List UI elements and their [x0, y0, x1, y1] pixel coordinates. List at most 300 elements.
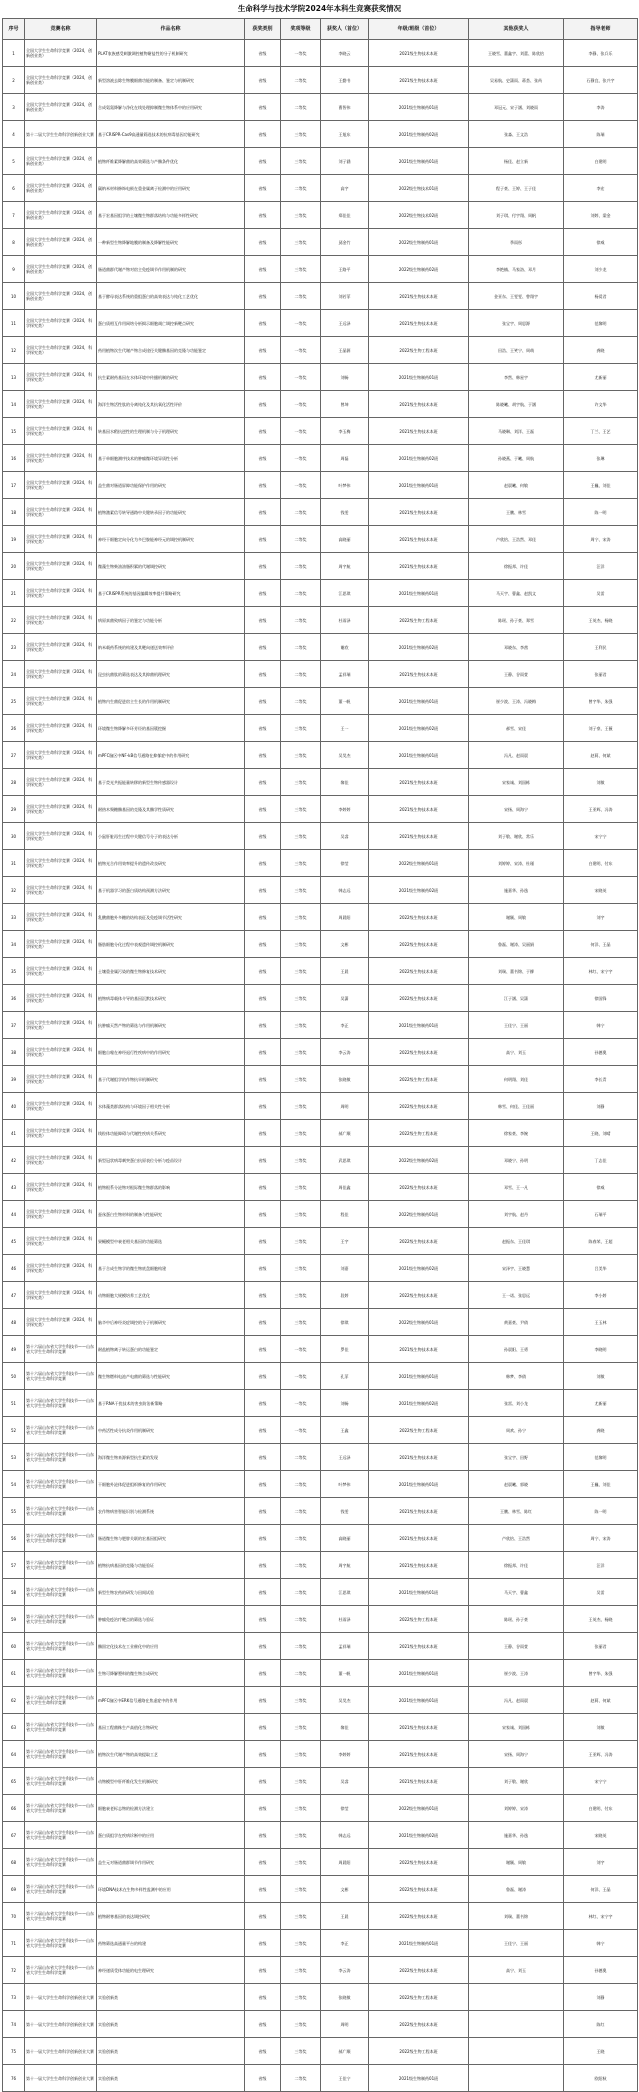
- cell-level: 三等奖: [281, 769, 321, 796]
- cell-members: 高宁、刘玉: [469, 1039, 564, 1066]
- cell-work: 新型冠状病毒刺突蛋白抗原表位分析与疫苗设计: [97, 1147, 245, 1174]
- table-body: [3, 40, 638, 2092]
- cell-class: 2022级生物工程本班: [369, 2038, 469, 2065]
- cell-winner: 刘若菲: [321, 283, 369, 310]
- cell-work: 环境微生物降解多环芳烃的基因簇挖掘: [97, 715, 245, 742]
- cell-level: 三等奖: [281, 1957, 321, 1984]
- cell-competition: 第十六届山东省大学生科技节——山东省大学生生命科学竞赛: [25, 1525, 97, 1552]
- cell-members: 王静、谷雨萱: [469, 661, 564, 688]
- cell-winner: 江思琪: [321, 1579, 369, 1606]
- table-row: [3, 985, 638, 1012]
- cell-advisor: 赵莉、何斌: [564, 742, 638, 769]
- cell-winner: 李玉梅: [321, 418, 369, 445]
- cell-winner: 郝广顺: [321, 1120, 369, 1147]
- table-row: [3, 418, 638, 445]
- cell-members: 鲁磊、谢涛: [469, 1876, 564, 1903]
- cell-members: 赵晨曦、郭晓: [469, 1471, 564, 1498]
- cell-advisor: 陈春荣、王超: [564, 1228, 638, 1255]
- cell-advisor: 吕美华: [564, 1255, 638, 1282]
- table-row: [3, 1255, 638, 1282]
- table-row: [3, 1525, 638, 1552]
- cell-level: 二等奖: [281, 94, 321, 121]
- cell-level: 二等奖: [281, 1606, 321, 1633]
- table-row: [3, 391, 638, 418]
- cell-members: 江子涵、吴潇: [469, 985, 564, 1012]
- cell-advisor: 李小婷: [564, 1282, 638, 1309]
- cell-competition: 全国大学生生命科学竞赛（2024，科学探究类）: [25, 958, 97, 985]
- cell-index: 48: [3, 1309, 25, 1336]
- cell-class: 2022级生物技术02班: [369, 202, 469, 229]
- col-header-level: 奖项等级: [281, 19, 321, 40]
- cell-winner: 王宇: [321, 1228, 369, 1255]
- cell-advisor: 吴雷: [564, 1579, 638, 1606]
- cell-work: 基于宏基因组学的土壤微生物群落结构与功能多样性研究: [97, 202, 245, 229]
- cell-work: 新型溶液去除生物膜细菌功能的制备、鉴定与机制研究: [97, 67, 245, 94]
- cell-winner: 李晓云: [321, 40, 369, 67]
- cell-work: 水体藻类群落结构与环境因子相关性分析: [97, 1093, 245, 1120]
- cell-advisor: 汪洋: [564, 553, 638, 580]
- cell-index: 53: [3, 1444, 25, 1471]
- table-row: [3, 1876, 638, 1903]
- cell-members: 杨佳、赵立新: [469, 148, 564, 175]
- cell-category: 省级: [245, 67, 281, 94]
- cell-advisor: 陈红: [564, 2011, 638, 2038]
- cell-members: 程子豪、王婷、王子佳: [469, 175, 564, 202]
- cell-advisor: 刘子豪、王薇: [564, 715, 638, 742]
- cell-winner: 刘子涵: [321, 148, 369, 175]
- cell-class: 2021级生物技术本班: [369, 526, 469, 553]
- cell-level: 三等奖: [281, 1255, 321, 1282]
- cell-work: 生物可降解塑料的微生物合成研究: [97, 1660, 245, 1687]
- cell-class: 2022级生物制药01班: [369, 850, 469, 877]
- cell-advisor: 尤新丽: [564, 1390, 638, 1417]
- table-row: [3, 1093, 638, 1120]
- cell-index: 18: [3, 499, 25, 526]
- cell-members: [469, 1984, 564, 2011]
- cell-category: 省级: [245, 877, 281, 904]
- cell-advisor: 吴雷: [564, 580, 638, 607]
- table-row: [3, 904, 638, 931]
- cell-work: 基于CRISPR系统的基因编辑效率提升策略研究: [97, 580, 245, 607]
- cell-members: 徐振邦、许佳: [469, 553, 564, 580]
- cell-winner: 孟祥瑞: [321, 1633, 369, 1660]
- cell-competition: 全国大学生生命科学竞赛（2024，科学探究类）: [25, 1282, 97, 1309]
- cell-competition: 全国大学生生命科学竞赛（2024，科学探究类）: [25, 499, 97, 526]
- table-row: [3, 1363, 638, 1390]
- cell-winner: 韩志远: [321, 1822, 369, 1849]
- cell-competition: 第十六届山东省大学生科技节——山东省大学生生命科学竞赛: [25, 1336, 97, 1363]
- cell-class: 2021级生物技术本班: [369, 1741, 469, 1768]
- table-row: [3, 958, 638, 985]
- cell-winner: 钱雯: [321, 499, 369, 526]
- cell-level: 三等奖: [281, 1984, 321, 2011]
- cell-category: 省级: [245, 229, 281, 256]
- table-row: [3, 94, 638, 121]
- cell-competition: 全国大学生生命科学竞赛（2024，科学探究类）: [25, 607, 97, 634]
- cell-index: 16: [3, 445, 25, 472]
- cell-category: 省级: [245, 1822, 281, 1849]
- cell-class: 2022级生物技术本班: [369, 1039, 469, 1066]
- cell-competition: 全国大学生生命科学竞赛（2024，科学探究类）: [25, 850, 97, 877]
- cell-category: 省级: [245, 796, 281, 823]
- table-row: [3, 931, 638, 958]
- cell-index: 59: [3, 1606, 25, 1633]
- cell-competition: 第十六届山东省大学生科技节——山东省大学生生命科学竞赛: [25, 1417, 97, 1444]
- cell-index: 27: [3, 742, 25, 769]
- table-row: [3, 1984, 638, 2011]
- cell-members: 邓晓宁、孙明: [469, 1147, 564, 1174]
- cell-level: 三等奖: [281, 121, 321, 148]
- cell-competition: 全国大学生生命科学竞赛（2024，创新创业类）: [25, 202, 97, 229]
- cell-members: 徐家豪、李婉: [469, 1120, 564, 1147]
- cell-work: 转基因水稻抗逆性的生理机制与分子机理研究: [97, 418, 245, 445]
- cell-competition: 全国大学生生命科学竞赛（2024，科学探究类）: [25, 769, 97, 796]
- cell-work: 基于酵母表达系统的重组蛋白的高效表达与纯化工艺优化: [97, 283, 245, 310]
- table-row: [3, 526, 638, 553]
- cell-level: 三等奖: [281, 742, 321, 769]
- cell-winner: 叶梦伟: [321, 1471, 369, 1498]
- cell-index: 12: [3, 337, 25, 364]
- cell-advisor: 李长青: [564, 1066, 638, 1093]
- cell-class: 2022级生物制药01班: [369, 1201, 469, 1228]
- cell-category: 省级: [245, 1525, 281, 1552]
- cell-class: 2022级生物制药02班: [369, 256, 469, 283]
- cell-members: 张雷、刘小龙: [469, 1390, 564, 1417]
- cell-members: 郝雪、宋佳: [469, 715, 564, 742]
- cell-index: 68: [3, 1849, 25, 1876]
- cell-members: 崔少波、王涛: [469, 1660, 564, 1687]
- cell-winner: 周晨阳: [321, 904, 369, 931]
- cell-competition: 全国大学生生命科学竞赛（2024，科学探究类）: [25, 985, 97, 1012]
- cell-class: 2022级生物技术本班: [369, 1957, 469, 1984]
- cell-class: 2022级生物工程本班: [369, 1120, 469, 1147]
- cell-class: 2021级生物技术本班: [369, 67, 469, 94]
- cell-winner: 王路平: [321, 256, 369, 283]
- cell-level: 二等奖: [281, 1444, 321, 1471]
- cell-level: 三等奖: [281, 2011, 321, 2038]
- cell-members: 刘宇航、赵丹: [469, 1201, 564, 1228]
- cell-members: 马晓琳、刘洋、王磊: [469, 418, 564, 445]
- cell-advisor: 宋晓英: [564, 1822, 638, 1849]
- cell-advisor: 李静、张兵乐: [564, 40, 638, 67]
- cell-index: 51: [3, 1390, 25, 1417]
- table-row: [3, 1012, 638, 1039]
- cell-work: 蛋白质组学在疾病诊断中的应用: [97, 1822, 245, 1849]
- cell-class: 2021级生物技术本班: [369, 283, 469, 310]
- table-row: [3, 202, 638, 229]
- cell-index: 6: [3, 175, 25, 202]
- cell-class: 2022级生物技术本班: [369, 985, 469, 1012]
- cell-advisor: 李涛: [564, 94, 638, 121]
- cell-class: 2021级生物制药01班: [369, 148, 469, 175]
- cell-category: 省级: [245, 580, 281, 607]
- cell-advisor: 刘宇: [564, 904, 638, 931]
- cell-members: 田浩、王笑宁、周萌: [469, 337, 564, 364]
- cell-winner: 王晨: [321, 958, 369, 985]
- cell-class: 2022级生物制药02班: [369, 1147, 469, 1174]
- cell-category: 省级: [245, 607, 281, 634]
- cell-winner: 王勤书: [321, 67, 369, 94]
- cell-category: 省级: [245, 553, 281, 580]
- table-row: [3, 688, 638, 715]
- cell-competition: 全国大学生生命科学竞赛（2024，科学探究类）: [25, 1066, 97, 1093]
- cell-category: 省级: [245, 1174, 281, 1201]
- cell-level: 二等奖: [281, 67, 321, 94]
- cell-level: 一等奖: [281, 1390, 321, 1417]
- cell-level: 三等奖: [281, 1201, 321, 1228]
- cell-class: 2022级生物技术本班: [369, 1282, 469, 1309]
- cell-level: 三等奖: [281, 2038, 321, 2065]
- cell-category: 省级: [245, 1714, 281, 1741]
- cell-winner: 周明: [321, 2011, 369, 2038]
- cell-class: 2022级生物工程本班: [369, 607, 469, 634]
- cell-members: 韩梦、李倩: [469, 1363, 564, 1390]
- cell-competition: 第十六届山东省大学生科技节——山东省大学生生命科学竞赛: [25, 1363, 97, 1390]
- cell-level: 三等奖: [281, 931, 321, 958]
- cell-index: 23: [3, 634, 25, 661]
- table-row: [3, 1039, 638, 1066]
- cell-members: 王鹏、林雪: [469, 499, 564, 526]
- cell-level: 一等奖: [281, 1363, 321, 1390]
- cell-winner: 周佳鑫: [321, 1174, 369, 1201]
- cell-competition: 全国大学生生命科学竞赛（2024，科学探究类）: [25, 715, 97, 742]
- cell-advisor: 汪洋: [564, 1552, 638, 1579]
- cell-winner: 李婷婷: [321, 1741, 369, 1768]
- cell-index: 20: [3, 553, 25, 580]
- cell-members: 金亚东、王雯雯、曾翔宇: [469, 283, 564, 310]
- cell-work: 实验创新类: [97, 1984, 245, 2011]
- cell-index: 34: [3, 931, 25, 958]
- cell-class: 2022级生物技术本班: [369, 958, 469, 985]
- cell-advisor: 孙德奥: [564, 1039, 638, 1066]
- cell-work: 肿瘤免疫治疗靶点的筛选与验证: [97, 1606, 245, 1633]
- col-header-members: 其他获奖人: [469, 19, 564, 40]
- cell-category: 省级: [245, 472, 281, 499]
- cell-competition: 第十六届山东省大学生科技节——山东省大学生生命科学竞赛: [25, 1957, 97, 1984]
- cell-winner: 王佳宁: [321, 2065, 369, 2092]
- table-row: [3, 1741, 638, 1768]
- cell-index: 7: [3, 202, 25, 229]
- table-row: [3, 1228, 638, 1255]
- cell-winner: 黎佳: [321, 769, 369, 796]
- cell-work: 新型生物农药的研发与田间试验: [97, 1579, 245, 1606]
- cell-advisor: 李宏: [564, 175, 638, 202]
- cell-winner: 王远泽: [321, 1444, 369, 1471]
- cell-members: 邓雪、王一凡: [469, 1174, 564, 1201]
- cell-work: 肠道微生物与肥胖关联的宏基因组研究: [97, 1525, 245, 1552]
- col-header-advisor: 指导老师: [564, 19, 638, 40]
- cell-winner: 谢欣: [321, 634, 369, 661]
- cell-class: 2021级生物技术本班: [369, 1633, 469, 1660]
- cell-category: 省级: [245, 148, 281, 175]
- cell-index: 42: [3, 1147, 25, 1174]
- cell-class: 2021级生物制药02班: [369, 634, 469, 661]
- table-row: [3, 148, 638, 175]
- cell-winner: 张晓敏: [321, 1984, 369, 2011]
- cell-category: 省级: [245, 850, 281, 877]
- cell-work: 实验创新类: [97, 2038, 245, 2065]
- cell-level: 二等奖: [281, 283, 321, 310]
- cell-members: 王鹏、林雪、陈红: [469, 1498, 564, 1525]
- cell-work: 脑卒中后神经炎症调控的分子机制研究: [97, 1309, 245, 1336]
- cell-level: 二等奖: [281, 526, 321, 553]
- cell-members: 韩雪、何佳、王佳丽: [469, 1093, 564, 1120]
- cell-competition: 全国大学生生命科学竞赛（2024，科学探究类）: [25, 1012, 97, 1039]
- cell-index: 21: [3, 580, 25, 607]
- cell-competition: 全国大学生生命科学竞赛（2024，创新创业类）: [25, 148, 97, 175]
- cell-advisor: 张琳: [564, 445, 638, 472]
- cell-class: 2021级生物制药02班: [369, 445, 469, 472]
- cell-class: 2021级生物技术本班: [369, 1552, 469, 1579]
- cell-category: 省级: [245, 1201, 281, 1228]
- cell-work: 益生元对肠道菌群调节作用研究: [97, 1849, 245, 1876]
- cell-work: 海洋微生物来源新型抗生素的发现: [97, 1444, 245, 1471]
- cell-work: 环境DNA技术在生物多样性监测中的应用: [97, 1876, 245, 1903]
- cell-advisor: 石瑞平: [564, 1201, 638, 1228]
- cell-class: 2022级生物工程本班: [369, 1066, 469, 1093]
- cell-winner: 高晓丽: [321, 526, 369, 553]
- cell-winner: 刘嘉: [321, 1255, 369, 1282]
- cell-category: 省级: [245, 1255, 281, 1282]
- cell-winner: 邱金竹: [321, 229, 369, 256]
- cell-advisor: 龚晓: [564, 1417, 638, 1444]
- header-row: [3, 19, 638, 40]
- cell-work: 干细胞外泌体促进组织修复的作用研究: [97, 1471, 245, 1498]
- cell-competition: 第十六届山东省大学生科技节——山东省大学生生命科学竞赛: [25, 1741, 97, 1768]
- cell-winner: 吴昊杰: [321, 742, 369, 769]
- cell-class: 2021级生物技术本班: [369, 1525, 469, 1552]
- table-row: [3, 2065, 638, 2092]
- cell-competition: 全国大学生生命科学竞赛（2024，科学探究类）: [25, 337, 97, 364]
- cell-winner: 李正: [321, 1012, 369, 1039]
- cell-class: 2022级生物技术本班: [369, 931, 469, 958]
- cell-competition: 第十六届山东省大学生科技节——山东省大学生生命科学竞赛: [25, 1606, 97, 1633]
- cell-members: 高宁、刘玉: [469, 1957, 564, 1984]
- cell-work: 基于合成生物学的微生物底盘细胞构建: [97, 1255, 245, 1282]
- cell-work: 动物模型中肝纤维化发生机制研究: [97, 1768, 245, 1795]
- cell-category: 省级: [245, 256, 281, 283]
- cell-winner: 董一帆: [321, 688, 369, 715]
- cell-level: 二等奖: [281, 2065, 321, 2092]
- cell-level: 三等奖: [281, 877, 321, 904]
- cell-members: 邓冠元、宋子涵、刘晓雨: [469, 94, 564, 121]
- cell-index: 64: [3, 1741, 25, 1768]
- cell-advisor: 许文华: [564, 391, 638, 418]
- table-row: [3, 1714, 638, 1741]
- table-row: [3, 1282, 638, 1309]
- cell-category: 省级: [245, 1147, 281, 1174]
- cell-index: 26: [3, 715, 25, 742]
- cell-category: 省级: [245, 1849, 281, 1876]
- cell-members: 卢欣怡、王浩然: [469, 1525, 564, 1552]
- cell-work: 海洋生物活性肽的分离纯化及其抗氧化活性评价: [97, 391, 245, 418]
- cell-competition: 全国大学生生命科学竞赛（2024，科学探究类）: [25, 1120, 97, 1147]
- cell-index: 43: [3, 1174, 25, 1201]
- cell-index: 66: [3, 1795, 25, 1822]
- cell-members: 宋扬、周海宁: [469, 796, 564, 823]
- cell-category: 省级: [245, 1228, 281, 1255]
- cell-category: 省级: [245, 985, 281, 1012]
- cell-advisor: 宋晓英: [564, 877, 638, 904]
- cell-class: 2021级生物制药01班: [369, 1930, 469, 1957]
- cell-class: 2022级生物技术本班: [369, 1903, 469, 1930]
- cell-work: 乳酸菌胞外多糖的结构表征及免疫调节活性研究: [97, 904, 245, 931]
- cell-class: 2021级生物制药01班: [369, 1579, 469, 1606]
- cell-level: 三等奖: [281, 1687, 321, 1714]
- table-row: [3, 1552, 638, 1579]
- cell-competition: 全国大学生生命科学竞赛（2024，科学探究类）: [25, 391, 97, 418]
- cell-advisor: 赵莉、何斌: [564, 1687, 638, 1714]
- cell-category: 省级: [245, 904, 281, 931]
- cell-work: 基于机器学习的蛋白质结构预测方法研究: [97, 877, 245, 904]
- cell-competition: 第十六届山东省大学生科技节——山东省大学生生命科学竞赛: [25, 1822, 97, 1849]
- cell-class: 2021级生物制药01班: [369, 688, 469, 715]
- cell-work: 植物抗病基因的克隆与功能验证: [97, 1552, 245, 1579]
- cell-level: 一等奖: [281, 472, 321, 499]
- cell-advisor: 刘婷、梁金: [564, 202, 638, 229]
- cell-index: 37: [3, 1012, 25, 1039]
- cell-advisor: 刘静: [564, 1984, 638, 2011]
- cell-members: 王静、谷雨萱: [469, 1633, 564, 1660]
- cell-category: 省级: [245, 202, 281, 229]
- cell-class: 2021级生物技术本班: [369, 1498, 469, 1525]
- cell-level: 三等奖: [281, 1093, 321, 1120]
- cell-winner: 刘畅: [321, 1390, 369, 1417]
- cell-winner: 王旭东: [321, 121, 369, 148]
- cell-class: 2021级生物制药01班: [369, 1012, 469, 1039]
- cell-level: 三等奖: [281, 229, 321, 256]
- cell-category: 省级: [245, 1282, 281, 1309]
- cell-advisor: 韩宁: [564, 1012, 638, 1039]
- cell-level: 二等奖: [281, 499, 321, 526]
- cell-competition: 全国大学生生命科学竞赛（2024，科学探究类）: [25, 1255, 97, 1282]
- cell-advisor: 刘静: [564, 1093, 638, 1120]
- cell-class: 2021级生物技术本班: [369, 499, 469, 526]
- table-row: [3, 2011, 638, 2038]
- cell-level: 三等奖: [281, 1228, 321, 1255]
- table-row: [3, 1390, 638, 1417]
- cell-winner: 董一帆: [321, 1660, 369, 1687]
- cell-competition: 全国大学生生命科学竞赛（2024，科学探究类）: [25, 418, 97, 445]
- cell-competition: 第十六届山东省大学生科技节——山东省大学生生命科学竞赛: [25, 1849, 97, 1876]
- cell-winner: 王一: [321, 715, 369, 742]
- table-row: [3, 1309, 638, 1336]
- cell-winner: 江思琪: [321, 580, 369, 607]
- cell-work: 神经干细胞定向分化为多巴胺能神经元的调控机制研究: [97, 526, 245, 553]
- cell-category: 省级: [245, 499, 281, 526]
- cell-work: 小鼠肝脏再生过程中关键信号分子的表达分析: [97, 823, 245, 850]
- cell-competition: 第十六届山东省大学生科技节——山东省大学生生命科学竞赛: [25, 1390, 97, 1417]
- cell-advisor: 丁志佳: [564, 1147, 638, 1174]
- cell-competition: 全国大学生生命科学竞赛（2024，创新创业类）: [25, 40, 97, 67]
- cell-winner: 文彬: [321, 1876, 369, 1903]
- cell-advisor: 白建明: [564, 148, 638, 175]
- cell-members: 宋家诚、刘国栋: [469, 1714, 564, 1741]
- cell-category: 省级: [245, 94, 281, 121]
- cell-advisor: 白建明、付东: [564, 1795, 638, 1822]
- table-row: [3, 1849, 638, 1876]
- cell-winner: 钱雯: [321, 1498, 369, 1525]
- cell-members: 李然、韩星宇: [469, 364, 564, 391]
- cell-level: 一等奖: [281, 418, 321, 445]
- cell-advisor: 白建明、付东: [564, 850, 638, 877]
- cell-competition: 第十六届山东省大学生科技节——山东省大学生生命科学竞赛: [25, 1930, 97, 1957]
- cell-category: 省级: [245, 1552, 281, 1579]
- cell-advisor: 王晓、刘晴: [564, 1120, 638, 1147]
- cell-members: [469, 2011, 564, 2038]
- cell-competition: 全国大学生生命科学竞赛（2024，科学探究类）: [25, 364, 97, 391]
- col-header-work: 作品名称: [97, 19, 245, 40]
